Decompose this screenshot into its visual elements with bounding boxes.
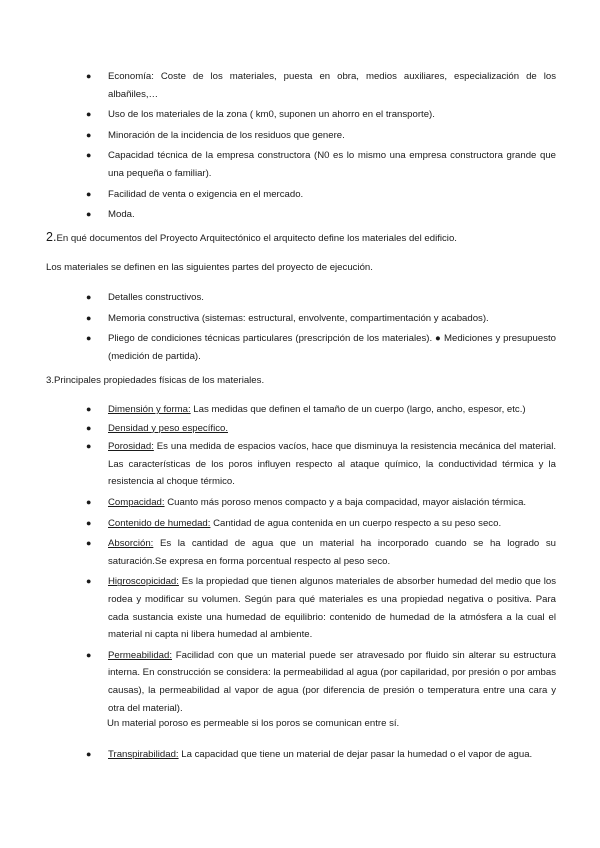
list-item: ● Absorción: Es la cantidad de agua que un material ha incorporado cuando se ha logrado su saturación.Se expresa en forma porcentual respecto al peso seco.: [0, 535, 600, 570]
bullet-icon: ●: [86, 422, 92, 433]
bullet-icon: ●: [86, 188, 92, 199]
bullet-icon: ●: [86, 312, 92, 323]
bullet-icon: ●: [86, 404, 92, 414]
question-3-heading: 3.Principales propiedades físicas de los materiales.: [46, 375, 265, 386]
bullet-icon: ●: [86, 517, 92, 528]
list-item: ● Transpirabilidad: La capacidad que tiene un material de dejar pasar la humedad o el vapor de agua.: [0, 746, 600, 764]
bullet-icon: ●: [86, 333, 92, 344]
question-2-heading: 2.En qué documentos del Proyecto Arquitectónico el arquitecto define los materiales del edificio.: [46, 230, 457, 244]
list-item: ● Higroscopicidad: Es la propiedad que tienen algunos materiales de absorber humedad del medio que los rodea y modificar su volumen. Según para qué materiales es una propiedad negativa o positiva. Para cada sustancia existe una humedad de equilibrio: contenido de humedad de la atmósfera a la cual el material ni capta ni libera humedad al ambiente.: [0, 573, 600, 643]
bullet-icon: ●: [86, 749, 92, 759]
list-item: ● Pliego de condiciones técnicas particulares (prescripción de los materiales). ● Mediciones y presupuesto (medición de partida).: [0, 330, 600, 365]
question-2-answer: Los materiales se definen en las siguientes partes del proyecto de ejecución.: [46, 262, 373, 273]
list-item: ● Densidad y peso específico.: [0, 420, 600, 438]
list-item: ● Memoria constructiva (sistemas: estructural, envolvente, compartimentación y acabados).: [0, 310, 600, 328]
list-item: ● Uso de los materiales de la zona ( km0, suponen un ahorro en el transporte).: [0, 106, 600, 124]
bullet-icon: ●: [86, 129, 92, 140]
transpirability-list: [0, 746, 600, 764]
list-item: ● Porosidad: Es una medida de espacios vacíos, hace que disminuya la resistencia mecánica del material. Las características de los poros influyen respecto al ataque químico, la conductividad térmica y la resistencia al choque térmico.: [0, 438, 600, 491]
list-item: ● Capacidad técnica de la empresa constructora (N0 es lo mismo una empresa constructora grande que una pequeña o familiar).: [0, 147, 600, 182]
list-item: ● Moda.: [0, 206, 600, 224]
factors-list: [0, 68, 600, 224]
list-item: ● Permeabilidad: Facilidad con que un material puede ser atravesado por fluido sin alterar su estructura interna. En construcción se considera: la permeabilidad al agua (por capilaridad, por presión o por ambas causas), la permeabilidad al vapor de agua (por diferencia de presión o temperatura entre una cara y otra del material).: [0, 647, 600, 717]
bullet-icon: ●: [86, 576, 92, 587]
bullet-icon: ●: [86, 292, 92, 302]
list-item: ● Minoración de la incidencia de los residuos que genere.: [0, 127, 600, 145]
list-item: ● Contenido de humedad: Cantidad de agua contenida en un cuerpo respecto a su peso seco.: [0, 515, 600, 533]
physical-properties-list: [0, 401, 600, 717]
list-item: ● Compacidad: Cuanto más poroso menos compacto y a baja compacidad, mayor aislación térmica.: [0, 494, 600, 512]
bullet-icon: ●: [86, 71, 92, 81]
list-item: ● Detalles constructivos.: [0, 289, 600, 307]
bullet-icon: ●: [86, 441, 92, 452]
project-documents-list: [0, 289, 600, 365]
bullet-icon: ●: [86, 150, 92, 161]
list-item: ● Dimensión y forma: Las medidas que definen el tamaño de un cuerpo (largo, ancho, espesor, etc.): [0, 401, 600, 419]
bullet-icon: ●: [86, 496, 92, 507]
bullet-icon: ●: [86, 649, 92, 660]
bullet-icon: ●: [86, 538, 92, 549]
bullet-icon: ●: [86, 109, 92, 120]
list-item: ● Economía: Coste de los materiales, puesta en obra, medios auxiliares, especialización de los albañiles,…: [0, 68, 600, 103]
bullet-icon: ●: [86, 209, 92, 220]
porous-material-note: Un material poroso es permeable si los poros se comunican entre sí.: [107, 718, 400, 729]
list-item: ● Facilidad de venta o exigencia en el mercado.: [0, 186, 600, 204]
